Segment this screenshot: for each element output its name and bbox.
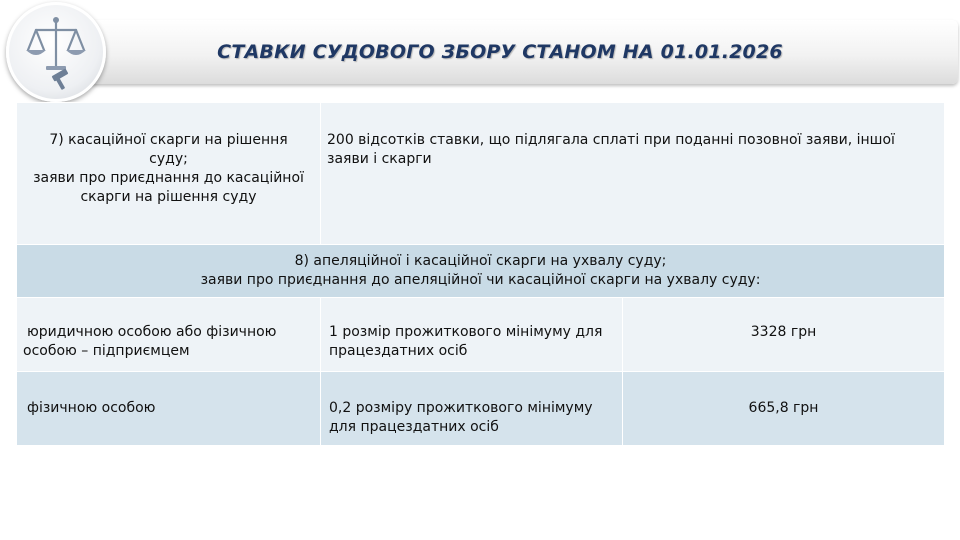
row7-right-text: 200 відсотків ставки, що підлягала сплаті при поданні позовної заяви, іншої заяви і скарги [327, 132, 895, 167]
row7-left-cell [17, 103, 321, 245]
court-fee-table [16, 102, 945, 446]
payer-cell [17, 298, 321, 372]
table-row [17, 103, 945, 245]
row8-header-cell [17, 245, 945, 298]
basis-cell [321, 298, 623, 372]
payer-text: юридичною особою або фізичною особою – підприємцем [23, 324, 277, 359]
basis-text: 0,2 розміру прожиткового мінімуму для працездатних осіб [329, 400, 593, 435]
basis-cell [321, 372, 623, 446]
table-row [17, 298, 945, 372]
amount-text: 3328 грн [750, 324, 817, 340]
payer-text: фізичною особою [27, 400, 156, 416]
table-row [17, 245, 945, 298]
row8-header-text: 8) апеляційної і касаційної скарги на ухвалу суду; заяви про приєднання до апеляційної чи касаційної скарги на ухвалу суду: [200, 253, 761, 288]
amount-cell [623, 298, 945, 372]
row7-right-cell [321, 103, 945, 245]
payer-cell [17, 372, 321, 446]
table-row [17, 372, 945, 446]
page-title: СТАВКИ СУДОВОГО ЗБОРУ СТАНОМ НА 01.01.2026 [217, 41, 783, 63]
row7-left-text: 7) касаційної скарги на рішення суду; заяви про приєднання до касаційної скарги на рішення суду [33, 132, 304, 205]
scales-of-justice-icon [6, 2, 106, 102]
basis-text: 1 розмір прожиткового мінімуму для працездатних осіб [329, 324, 603, 359]
logo [6, 2, 106, 102]
amount-cell [623, 372, 945, 446]
amount-text: 665,8 грн [748, 400, 819, 416]
